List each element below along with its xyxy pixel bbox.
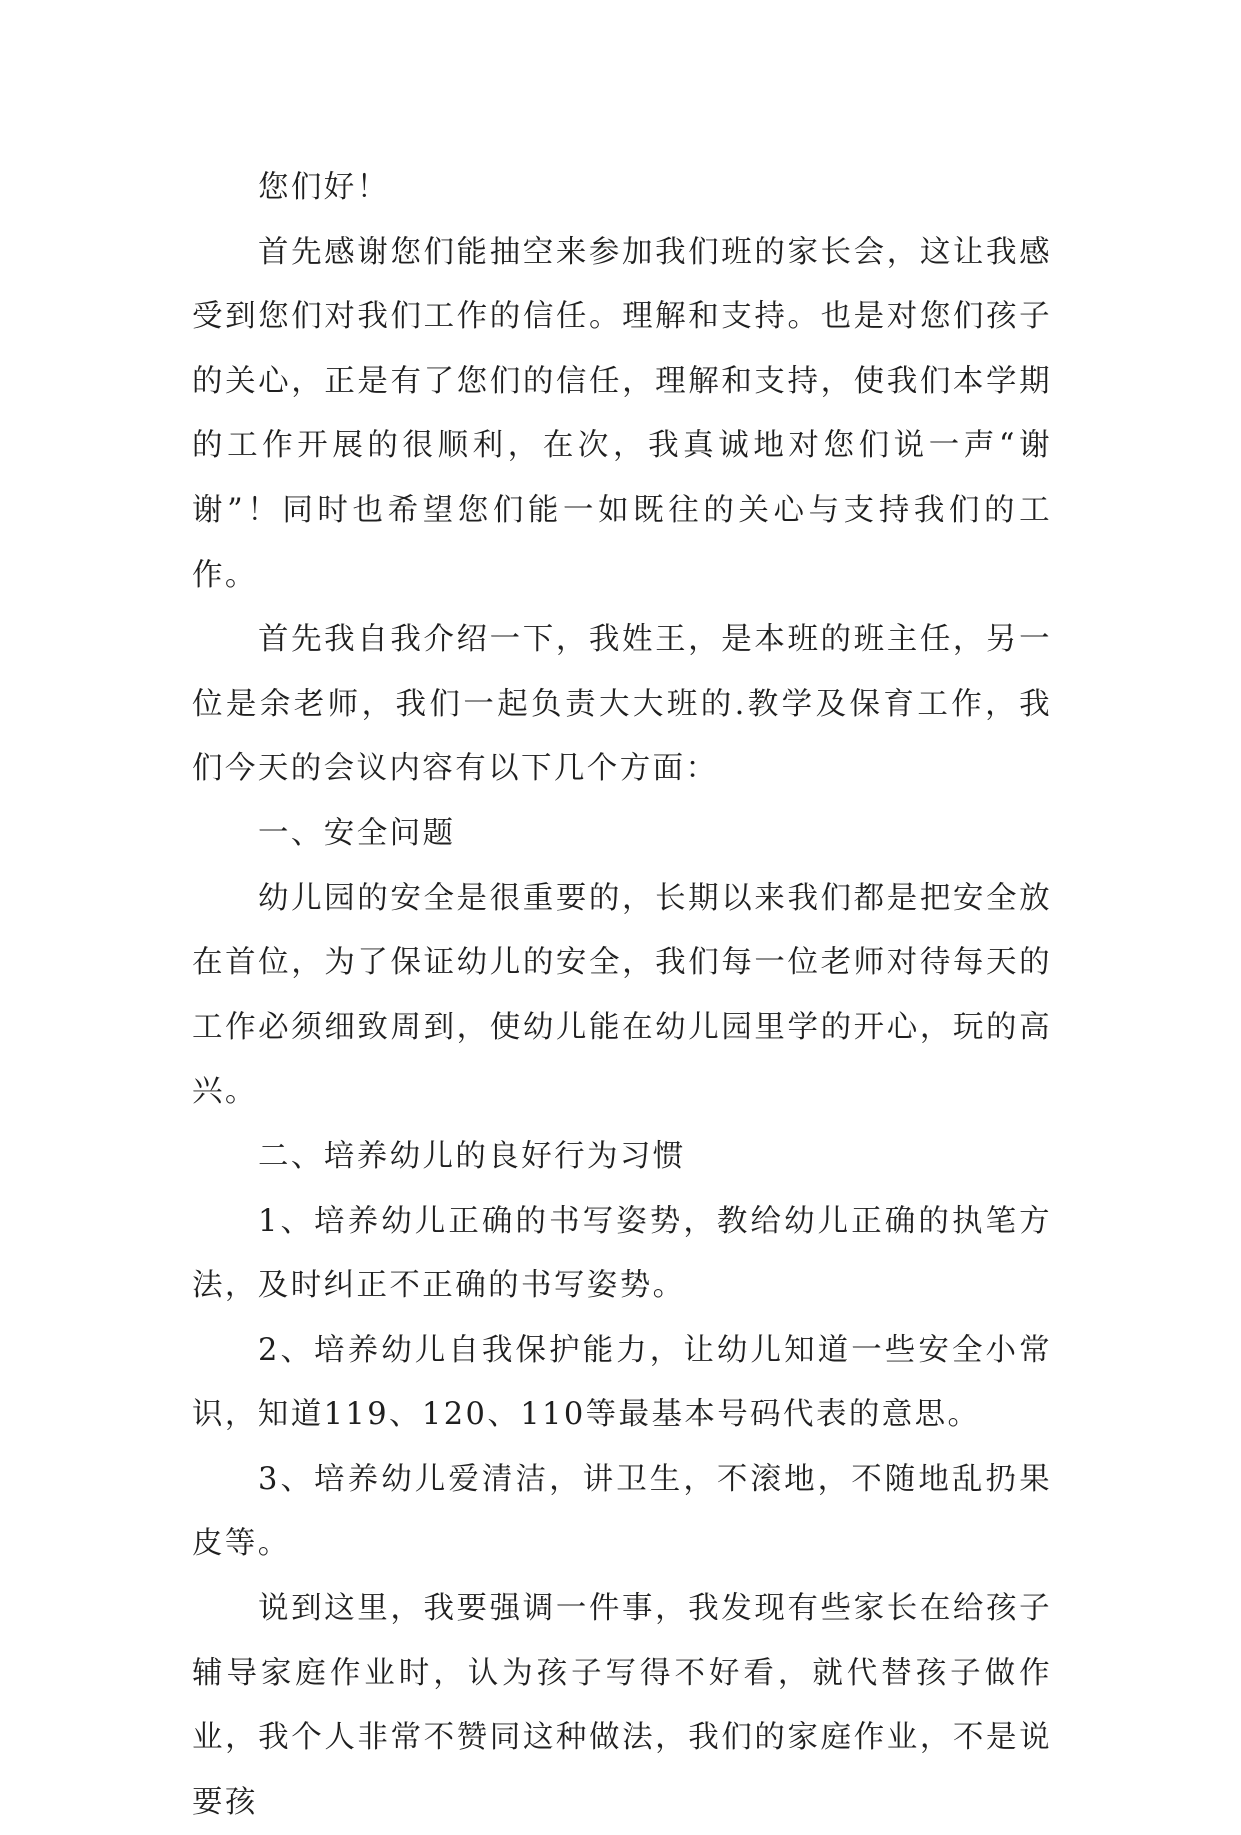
paragraph-homework: 说到这里，我要强调一件事，我发现有些家长在给孩子辅导家庭作业时，认为孩子写得不好看，就代替孩子做作业，我个人非常不赞同这种做法，我们的家庭作业，不是说要孩 [192, 1591, 1052, 1820]
section-heading-habits: 二、培养幼儿的良好行为习惯 [258, 1138, 686, 1174]
list-item-hygiene: 3、培养幼儿爱清洁，讲卫生，不滚地，不随地乱扔果皮等。 [192, 1461, 1052, 1562]
paragraph-introduction: 首先我自我介绍一下，我姓王，是本班的班主任，另一位是余老师，我们一起负责大大班的.教学及保育工作，我们今天的会议内容有以下几个方面： [192, 622, 1052, 787]
paragraph-safety: 幼儿园的安全是很重要的，长期以来我们都是把安全放在首位，为了保证幼儿的安全，我们每一位老师对待每天的工作必须细致周到，使幼儿能在幼儿园里学的开心，玩的高兴。 [192, 880, 1052, 1110]
list-item-self-protection: 2、培养幼儿自我保护能力，让幼儿知道一些安全小常识，知道119、120、110等最基本号码代表的意思。 [192, 1332, 1052, 1433]
document-body [192, 156, 1052, 1835]
paragraph-greeting: 您们好！ [258, 170, 390, 205]
section-heading-safety: 一、安全问题 [258, 815, 456, 851]
paragraph-thanks: 首先感谢您们能抽空来参加我们班的家长会，这让我感受到您们对我们工作的信任。理解和支持。也是对您们孩子的关心，正是有了您们的信任，理解和支持，使我们本学期的工作开展的很顺利，在次，我真诚地对您们说一声“谢谢”！同时也希望您们能一如既往的关心与支持我们的工作。 [192, 234, 1052, 593]
list-item-writing-posture: 1、培养幼儿正确的书写姿势，教给幼儿正确的执笔方法，及时纠正不正确的书写姿势。 [192, 1203, 1052, 1304]
